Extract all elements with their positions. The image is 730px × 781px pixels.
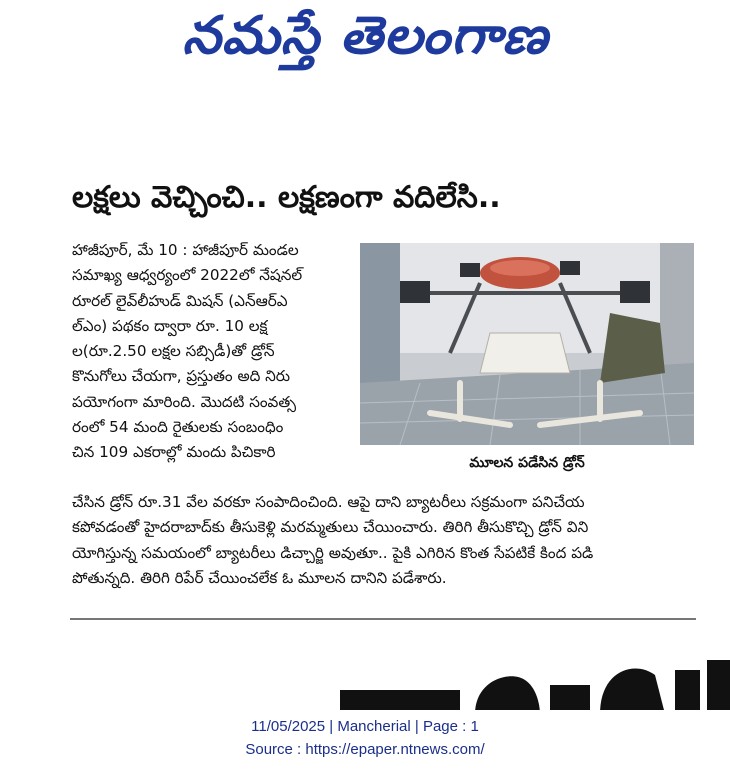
body-line: కపోవడంతో హైదరాబాద్‌కు తీసుకెళ్లి మరమ్మతులు చేయించారు. తిరిగి తీసుకొచ్చి డ్రోన్ విని	[72, 518, 589, 537]
photo-caption: మూలన పడేసిన డ్రోన్	[469, 455, 585, 471]
body-line: పోతున్నది. తిరిగి రిపేర్ చేయించలేక ఓ మూలన దానిని పడేశారు.	[72, 568, 447, 587]
body-line: చేసిన డ్రోన్ రూ.31 వేల వరకూ సంపాదించింది. ఆపై దాని బ్యాటరీలు సక్రమంగా పనిచేయ	[72, 493, 585, 511]
masthead-title: నమస్తే తెలంగాణ	[181, 5, 549, 66]
body-line: కొనుగోలు చేయగా, ప్రస్తుతం అది నిరు	[72, 367, 291, 386]
body-line: సమాఖ్య ఆధ్వర్యంలో 2022లో నేషనల్	[72, 266, 303, 285]
drone-photo	[360, 243, 694, 445]
article-body-bottom	[72, 490, 696, 591]
section-divider	[70, 618, 696, 620]
footer-source-line: Source : https://epaper.ntnews.com/	[245, 741, 485, 758]
body-line: రూరల్ లైవ్‌లీహుడ్ మిషన్ (ఎన్‌ఆర్‌ఎ	[72, 291, 288, 310]
body-line: ల్‌ఎం) పథకం ద్వారా రూ. 10 లక్ష	[72, 316, 268, 335]
drone-illustration	[360, 243, 694, 445]
body-line: చిన 109 ఎకరాల్లో మందు పిచికారి	[72, 443, 276, 462]
clipped-headline-shapes	[335, 650, 730, 710]
body-line: ల(రూ.2.50 లక్షల సబ్సిడీ)తో డ్రోన్	[72, 342, 275, 361]
body-line: రంలో 54 మంది రైతులకు సంబంధిం	[72, 418, 284, 437]
article-body-top	[72, 238, 356, 466]
body-line: హాజీపూర్, మే 10 : హాజీపూర్ మండల	[72, 241, 299, 259]
body-line: పయోగంగా మారింది. మొదటి సంవత్స	[72, 392, 297, 411]
body-line: యోగిస్తున్న సమయంలో బ్యాటరీలు డిచ్చార్జి అవుతూ.. పైకి ఎగిరిన కొంత సేపటికే కింద పడి	[72, 543, 594, 562]
footer-date-line: 11/05/2025 | Mancherial | Page : 1	[251, 718, 479, 735]
article-headline: లక్షలు వెచ్చించి.. లక్షణంగా వదిలేసి..	[72, 180, 501, 215]
newspaper-masthead	[150, 6, 580, 78]
next-headline-fragment	[335, 650, 730, 710]
